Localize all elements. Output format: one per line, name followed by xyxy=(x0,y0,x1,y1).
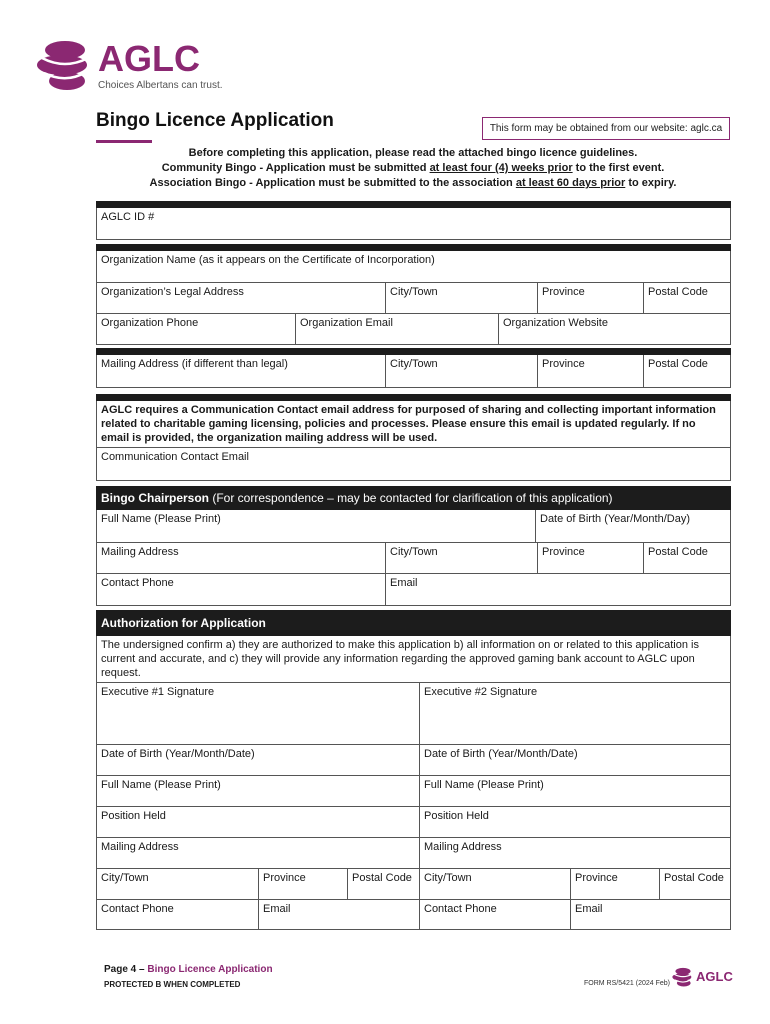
org-province-field[interactable]: Province xyxy=(537,283,643,313)
mailing-address-section xyxy=(96,355,731,388)
exec1-signature-field[interactable]: Executive #1 Signature xyxy=(101,686,215,698)
chair-province-field[interactable]: Province xyxy=(537,543,643,573)
exec1-email-field[interactable]: Email xyxy=(258,900,419,930)
exec2-city-field[interactable]: City/Town xyxy=(419,869,570,899)
exec1-province-field[interactable]: Province xyxy=(258,869,347,899)
chairperson-heading: Bingo Chairperson (For correspondence – may be contacted for clarification of this application) xyxy=(96,486,731,510)
aglc-logo-mark-icon xyxy=(36,36,94,94)
exec1-city-field[interactable]: City/Town xyxy=(101,872,149,884)
chair-postal-code-field[interactable]: Postal Code xyxy=(643,543,730,573)
intro-line-2: Community Bingo - Application must be submitted at least four (4) weeks prior to the first event. xyxy=(161,162,665,174)
chairperson-section xyxy=(96,510,731,606)
org-name-field[interactable]: Organization Name (as it appears on the Certificate of Incorporation) xyxy=(101,254,435,266)
footer-protected-note: PROTECTED B WHEN COMPLETED xyxy=(104,980,241,989)
authorization-statement: The undersigned confirm a) they are authorized to make this application b) all information on or related to this application is current and accurate, and c) they will provide any information regarding the approved gaming bank account to AGLC upon request. xyxy=(96,636,731,682)
org-city-field[interactable]: City/Town xyxy=(385,283,537,313)
mailing-postal-code-field[interactable]: Postal Code xyxy=(643,355,730,387)
exec1-position-field[interactable]: Position Held xyxy=(101,810,166,822)
org-email-field[interactable]: Organization Email xyxy=(295,314,498,344)
exec2-mailing-address-field[interactable]: Mailing Address xyxy=(419,838,730,868)
website-note: This form may be obtained from our website: aglc.ca xyxy=(482,117,730,140)
org-website-field[interactable]: Organization Website xyxy=(498,314,730,344)
intro-line-1: Before completing this application, please read the attached bingo licence guidelines. xyxy=(188,147,638,159)
title-underline xyxy=(96,140,152,143)
chair-full-name-field[interactable]: Full Name (Please Print) xyxy=(101,513,221,525)
brand-name: AGLC xyxy=(98,38,200,79)
section-bar xyxy=(96,394,731,401)
section-bar xyxy=(96,244,731,251)
organization-section xyxy=(96,251,731,345)
chair-contact-phone-field[interactable]: Contact Phone xyxy=(101,577,174,589)
section-bar xyxy=(96,348,731,355)
exec2-email-field[interactable]: Email xyxy=(570,900,730,930)
section-bar xyxy=(96,201,731,208)
page-title: Bingo Licence Application xyxy=(96,110,334,131)
exec1-full-name-field[interactable]: Full Name (Please Print) xyxy=(101,779,221,791)
footer-logo xyxy=(672,966,742,990)
intro-instructions xyxy=(96,146,730,191)
exec1-mailing-address-field[interactable]: Mailing Address xyxy=(101,841,179,853)
footer-logo-mark-icon xyxy=(672,966,694,988)
mailing-address-field[interactable]: Mailing Address (if different than legal) xyxy=(101,358,288,370)
exec2-province-field[interactable]: Province xyxy=(570,869,659,899)
chair-city-field[interactable]: City/Town xyxy=(385,543,537,573)
exec2-signature-field[interactable]: Executive #2 Signature xyxy=(419,683,730,744)
exec1-dob-field[interactable]: Date of Birth (Year/Month/Date) xyxy=(101,748,255,760)
exec2-postal-code-field[interactable]: Postal Code xyxy=(659,869,730,899)
communication-section xyxy=(96,447,731,481)
org-legal-address-field[interactable]: Organization’s Legal Address xyxy=(101,286,244,298)
org-postal-code-field[interactable]: Postal Code xyxy=(643,283,730,313)
exec2-contact-phone-field[interactable]: Contact Phone xyxy=(419,900,570,930)
mailing-province-field[interactable]: Province xyxy=(537,355,643,387)
chair-dob-field[interactable]: Date of Birth (Year/Month/Day) xyxy=(535,510,730,542)
exec2-dob-field[interactable]: Date of Birth (Year/Month/Date) xyxy=(419,745,730,775)
exec1-postal-code-field[interactable]: Postal Code xyxy=(347,869,419,899)
exec2-position-field[interactable]: Position Held xyxy=(419,807,730,837)
mailing-city-field[interactable]: City/Town xyxy=(385,355,537,387)
intro-line-3: Association Bingo - Application must be submitted to the association at least 60 days prior to expiry. xyxy=(149,177,677,189)
brand-tagline: Choices Albertans can trust. xyxy=(98,80,223,91)
authorization-heading: Authorization for Application xyxy=(96,610,731,636)
footer-logo-text: AGLC xyxy=(696,969,733,984)
org-phone-field[interactable]: Organization Phone xyxy=(101,317,199,329)
exec2-full-name-field[interactable]: Full Name (Please Print) xyxy=(419,776,730,806)
aglc-id-section xyxy=(96,208,731,240)
aglc-logo xyxy=(36,36,226,96)
authorization-section xyxy=(96,682,731,930)
footer-form-code: FORM RS/5421 (2024 Feb) xyxy=(584,980,670,987)
communication-notice: AGLC requires a Communication Contact email address for purposed of sharing and collecting important information related to charitable gaming licensing, policies and processes. Please ensure this email is updated regularly. If no email is provided, the organization mailing address will be used. xyxy=(96,401,731,447)
aglc-id-field[interactable]: AGLC ID # xyxy=(101,211,155,223)
exec1-contact-phone-field[interactable]: Contact Phone xyxy=(101,903,174,915)
communication-email-field[interactable]: Communication Contact Email xyxy=(101,451,249,463)
footer-page-label: Page 4 – Bingo Licence Application xyxy=(104,964,273,975)
chair-mailing-address-field[interactable]: Mailing Address xyxy=(101,546,179,558)
chair-email-field[interactable]: Email xyxy=(385,574,730,605)
